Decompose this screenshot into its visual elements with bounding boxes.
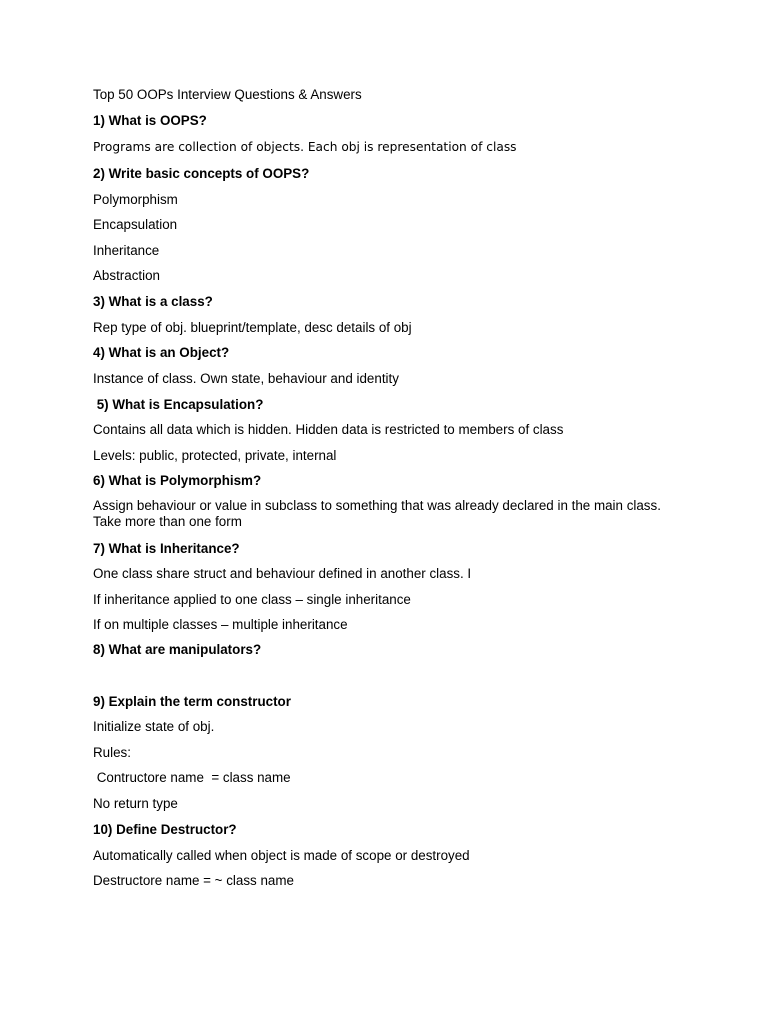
answer-1: Programs are collection of objects. Each obj is representation of class	[93, 140, 517, 154]
question-7: 7) What is Inheritance?	[93, 541, 240, 556]
answer-2-item: Polymorphism	[93, 192, 178, 207]
document-title: Top 50 OOPs Interview Questions & Answers	[93, 87, 362, 102]
answer-5-line: Levels: public, protected, private, internal	[93, 448, 337, 463]
answer-5-line: Contains all data which is hidden. Hidden data is restricted to members of class	[93, 422, 564, 437]
answer-10-line: Destructore name = ~ class name	[93, 873, 294, 888]
answer-9-line: Contructore name = class name	[93, 770, 291, 785]
question-6: 6) What is Polymorphism?	[93, 473, 262, 488]
question-10: 10) Define Destructor?	[93, 822, 237, 837]
answer-9-line: Rules:	[93, 745, 131, 760]
answer-7-line: If inheritance applied to one class – single inheritance	[93, 592, 411, 607]
answer-2-item: Inheritance	[93, 243, 160, 258]
answer-3: Rep type of obj. blueprint/template, desc details of obj	[93, 320, 412, 335]
answer-7-line: If on multiple classes – multiple inheritance	[93, 617, 348, 632]
answer-10-line: Automatically called when object is made of scope or destroyed	[93, 848, 470, 863]
question-2: 2) Write basic concepts of OOPS?	[93, 166, 310, 181]
answer-7-line: One class share struct and behaviour defined in another class. I	[93, 566, 472, 581]
question-1: 1) What is OOPS?	[93, 113, 207, 128]
question-9: 9) Explain the term constructor	[93, 694, 291, 709]
question-5: 5) What is Encapsulation?	[93, 397, 264, 412]
answer-2-item: Encapsulation	[93, 217, 178, 232]
answer-9-line: Initialize state of obj.	[93, 719, 215, 734]
answer-4: Instance of class. Own state, behaviour and identity	[93, 371, 399, 386]
answer-2-item: Abstraction	[93, 268, 160, 283]
question-4: 4) What is an Object?	[93, 345, 230, 360]
question-8: 8) What are manipulators?	[93, 642, 262, 657]
answer-6: Assign behaviour or value in subclass to something that was already declared in the main class. Take more than one form	[93, 498, 661, 529]
answer-9-line: No return type	[93, 796, 178, 811]
question-3: 3) What is a class?	[93, 294, 213, 309]
